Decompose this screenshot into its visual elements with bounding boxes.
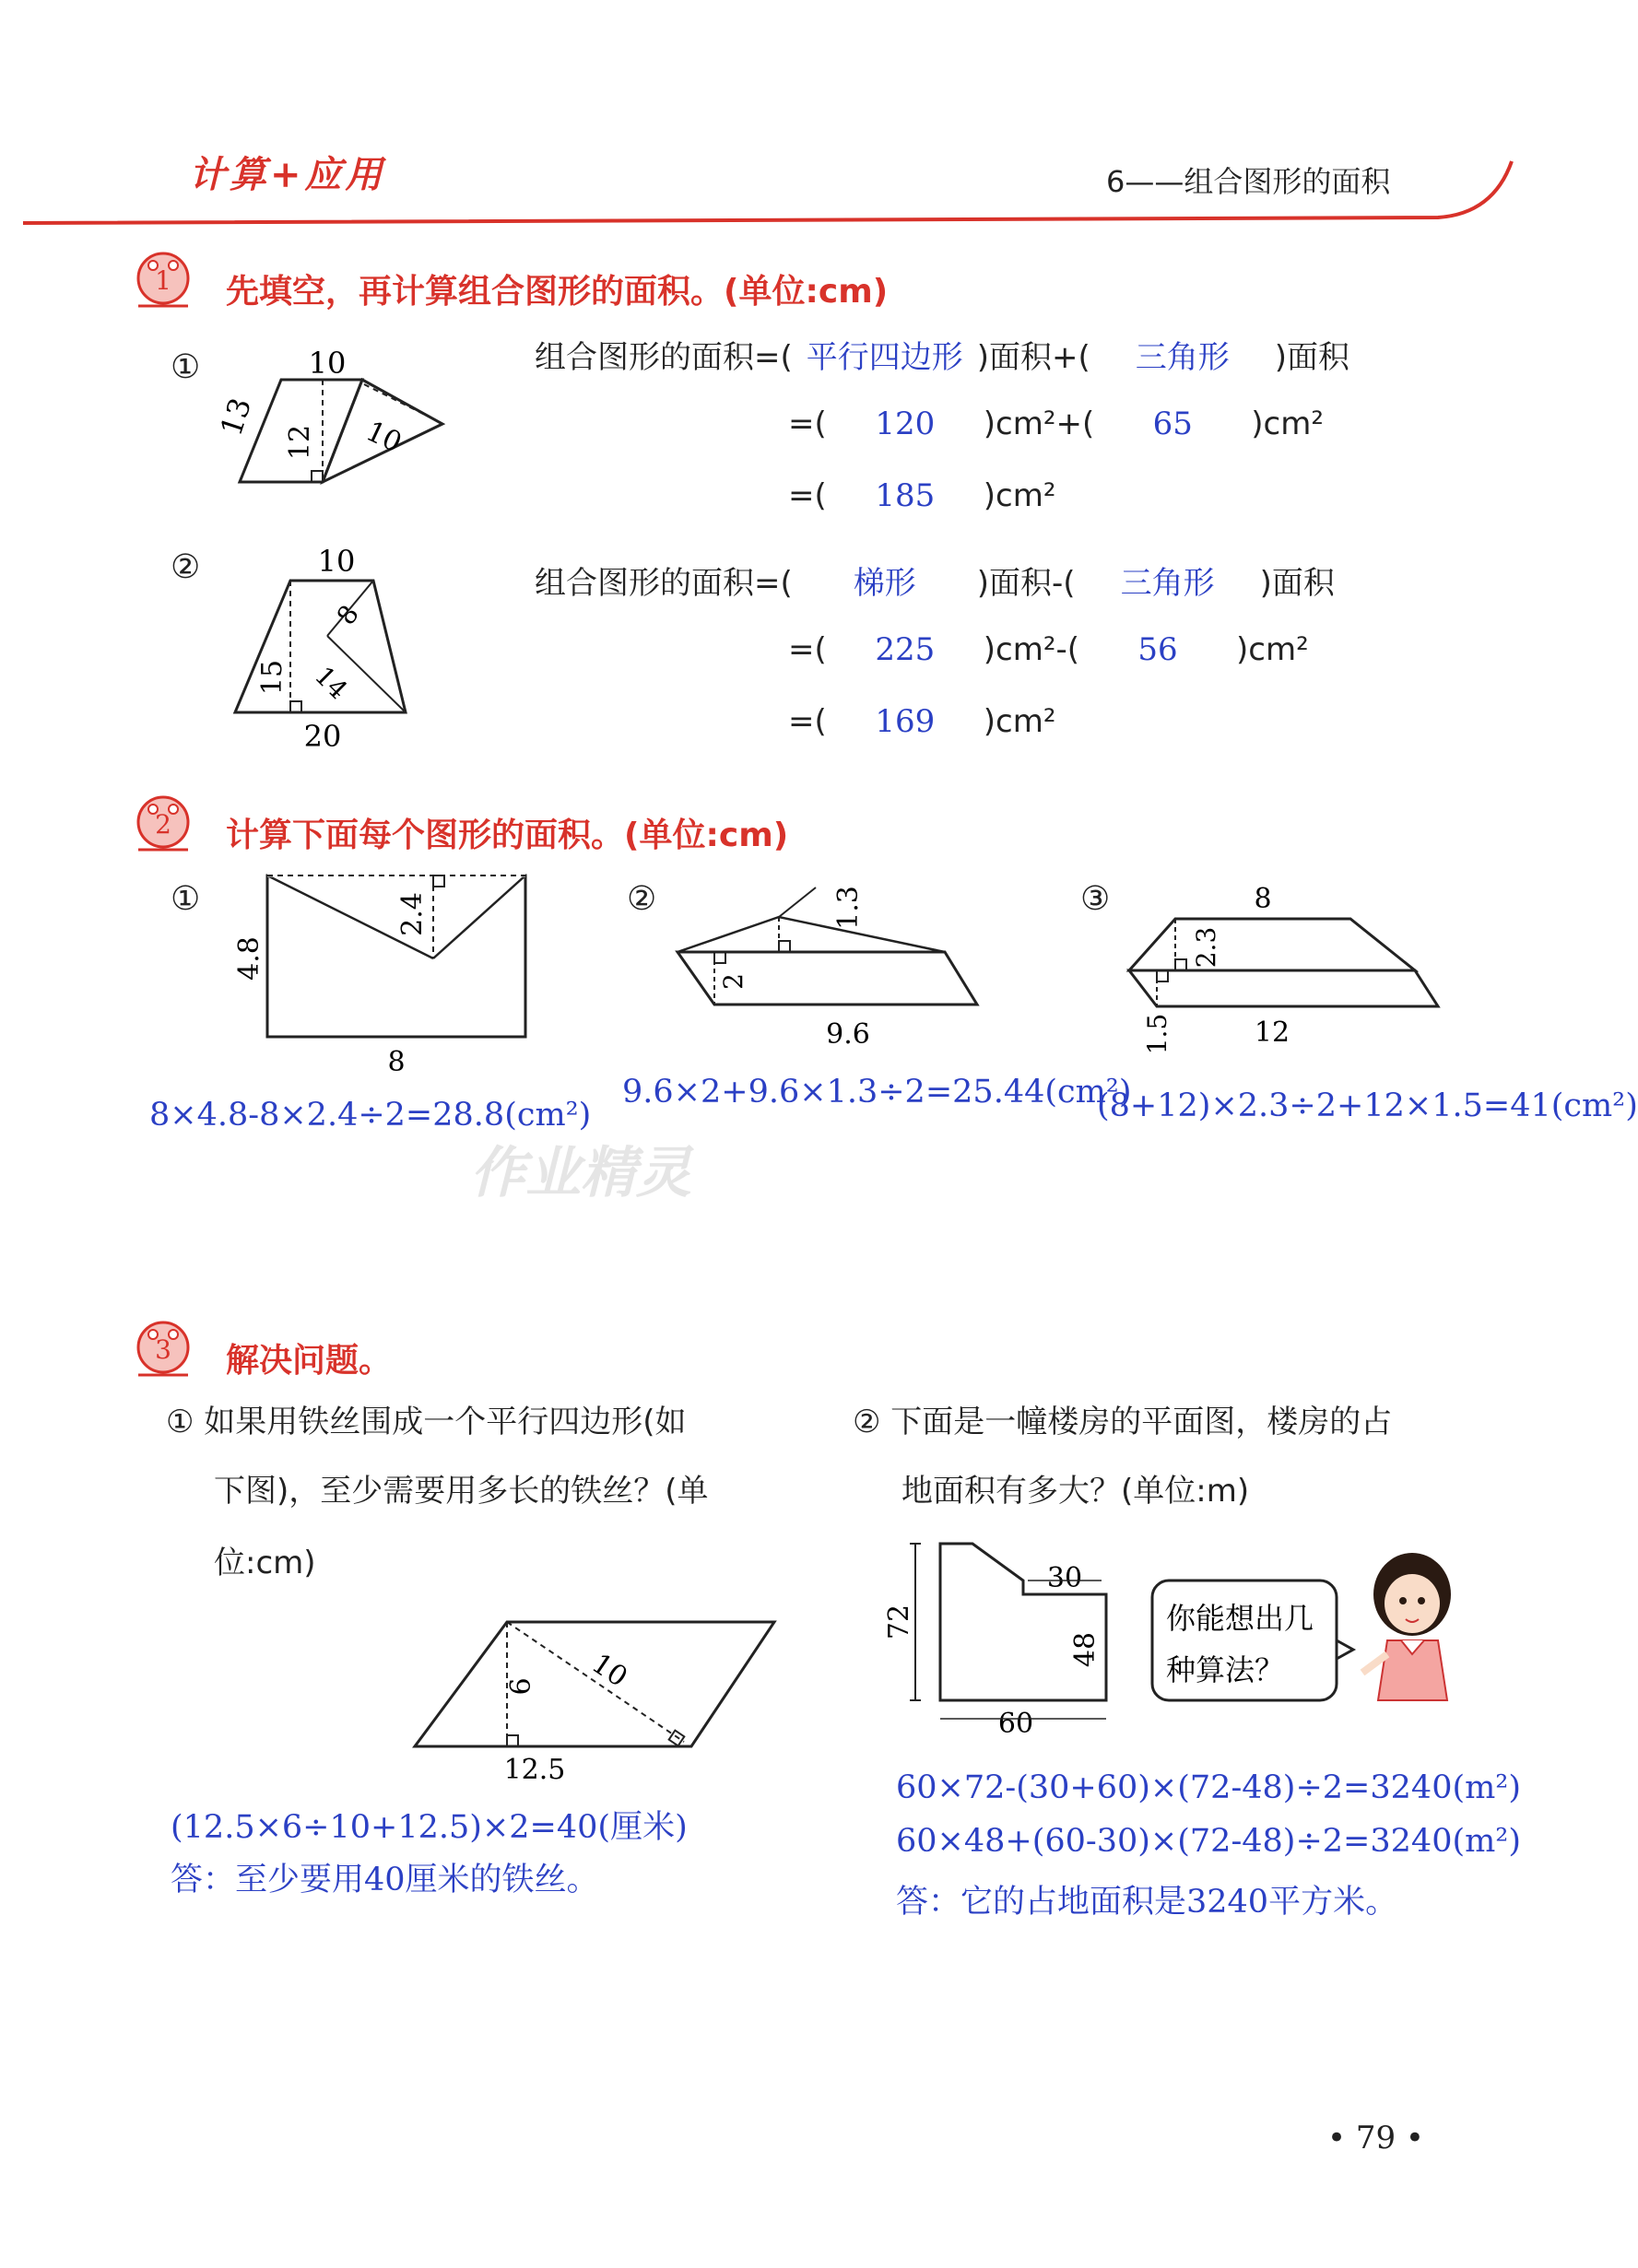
- question-badge-icon: [129, 791, 197, 859]
- q2-figure-rectangle: [226, 866, 539, 1078]
- dim-bottom: 60: [997, 1708, 1034, 1740]
- q3-figure-parallelogram: [396, 1604, 784, 1806]
- q2-f3-mark: ③: [1080, 880, 1111, 918]
- dim-h2: 1.5: [1142, 1013, 1173, 1055]
- dim-h: 6: [505, 1677, 537, 1696]
- question-badge-icon: [129, 1316, 197, 1384]
- dim-top: 30: [1046, 1562, 1083, 1594]
- q1-p1-line3: =( 185 )cm²: [788, 477, 1056, 514]
- badge-number: 1: [155, 265, 171, 296]
- q3-figure-floor-plan: [883, 1530, 1120, 1742]
- dim-h: 2: [718, 973, 748, 990]
- watermark: 作业精灵: [470, 1141, 691, 1205]
- dim-bottom: 12.5: [503, 1754, 566, 1786]
- q2-f1-answer: 8×4.8-8×2.4÷2=28.8(cm²): [149, 1097, 592, 1134]
- value-1: 120: [875, 405, 936, 442]
- dim-top: 1.3: [832, 886, 865, 930]
- q3-p2-answer1: 60×72-(30+60)×(72-48)÷2=3240(m²): [896, 1769, 1521, 1806]
- bubble-line2: 种算法？: [1166, 1652, 1285, 1687]
- header-right-title: 6——组合图形的面积: [1106, 164, 1391, 199]
- dim-bottom: 9.6: [826, 1018, 870, 1051]
- header-rule: [0, 0, 1600, 240]
- blank-shape1: 平行四边形: [806, 339, 963, 376]
- blank-shape1: 梯形: [853, 565, 916, 602]
- q1-p1-line1: 组合图形的面积=( 平行四边形 )面积+( 三角形 )面积: [535, 332, 1349, 377]
- question-badge-icon: [129, 247, 197, 315]
- q1-p2-line3: =( 169 )cm²: [788, 703, 1056, 740]
- speech-bubble: [1143, 1571, 1355, 1710]
- q3-p1-line1: ① 如果用铁丝围成一个平行四边形(如: [166, 1404, 687, 1440]
- girl-character-icon: [1355, 1544, 1470, 1714]
- dim-right: 48: [1069, 1631, 1102, 1668]
- dim-tri: 10: [360, 415, 407, 460]
- dim-bottom: 12: [1254, 1016, 1290, 1049]
- total-value: 185: [875, 477, 936, 514]
- dim-tri: 8: [330, 599, 365, 631]
- q3-p2-line2: 地面积有多大？(单位:m): [901, 1473, 1250, 1510]
- badge-number: 3: [155, 1334, 171, 1365]
- total-value: 169: [875, 703, 936, 740]
- q2-f2-answer: 9.6×2+9.6×1.3÷2=25.44(cm²): [622, 1074, 1132, 1110]
- q2-f1-mark: ①: [171, 880, 201, 918]
- q3-p2-answer3: 答：它的占地面积是3240平方米。: [896, 1884, 1398, 1921]
- blank-shape2: 三角形: [1135, 339, 1230, 376]
- dim-top: 10: [308, 346, 347, 381]
- dim-diag: 14: [309, 660, 354, 706]
- dim-side: 4.8: [233, 936, 265, 981]
- q3-p1-answer1: (12.5×6÷10+12.5)×2=40(厘米): [171, 1809, 688, 1846]
- q2-title: 计算下面每个图形的面积。(单位:cm): [226, 817, 789, 854]
- q2-figure-parallelogram-triangle: [668, 871, 991, 1051]
- q2-figure-trapezoid-parallelogram: [1120, 875, 1461, 1060]
- q1-figure-trapezoid: [212, 539, 442, 754]
- dim-h: 2.3: [1191, 926, 1221, 969]
- q1-title: 先填空，再计算组合图形的面积。(单位:cm): [226, 273, 889, 311]
- dim-bottom: 20: [303, 719, 342, 754]
- q3-p2-line1: ② 下面是一幢楼房的平面图，楼房的占: [853, 1404, 1393, 1440]
- q1-figure-parallelogram-triangle: [212, 336, 461, 502]
- header-left-title: 计算+应用: [189, 153, 386, 196]
- q1-p2-mark: ②: [171, 548, 201, 586]
- dim-height: 12: [284, 424, 316, 461]
- bubble-line1: 你能想出几: [1166, 1601, 1314, 1636]
- value-2: 56: [1137, 631, 1178, 668]
- q3-p2-answer2: 60×48+(60-30)×(72-48)÷2=3240(m²): [896, 1823, 1521, 1860]
- dim-height: 15: [256, 659, 289, 696]
- q2-f3-answer: (8+12)×2.3÷2+12×1.5=41(cm²): [1097, 1087, 1638, 1124]
- q1-p1-line2: =( 120 )cm²+( 65 )cm²: [788, 405, 1324, 442]
- q2-f2-mark: ②: [627, 880, 657, 918]
- dim-side: 13: [213, 394, 259, 441]
- blank-shape2: 三角形: [1120, 565, 1215, 602]
- dim-top: 10: [317, 544, 356, 579]
- dim-top: 8: [1254, 883, 1272, 915]
- q1-p1-mark: ①: [171, 348, 201, 386]
- q1-p2-line1: 组合图形的面积=( 梯形 )面积-( 三角形 )面积: [535, 558, 1335, 603]
- dim-bottom: 8: [387, 1046, 406, 1078]
- dim-left: 72: [883, 1604, 915, 1640]
- dim-diag: 10: [585, 1647, 633, 1694]
- q3-p1-line3: 位:cm): [214, 1545, 316, 1581]
- q1-p2-line2: =( 225 )cm²-( 56 )cm²: [788, 631, 1309, 668]
- q3-title: 解决问题。: [226, 1342, 393, 1380]
- value-2: 65: [1152, 405, 1193, 442]
- dim-h: 2.4: [396, 892, 429, 936]
- page-number: • 79 •: [1327, 2120, 1424, 2156]
- value-1: 225: [875, 631, 936, 668]
- q3-p1-answer2: 答：至少要用40厘米的铁丝。: [171, 1862, 599, 1898]
- q3-p1-line2: 下图)，至少需要用多长的铁丝？(单: [214, 1473, 709, 1510]
- badge-number: 2: [155, 809, 171, 840]
